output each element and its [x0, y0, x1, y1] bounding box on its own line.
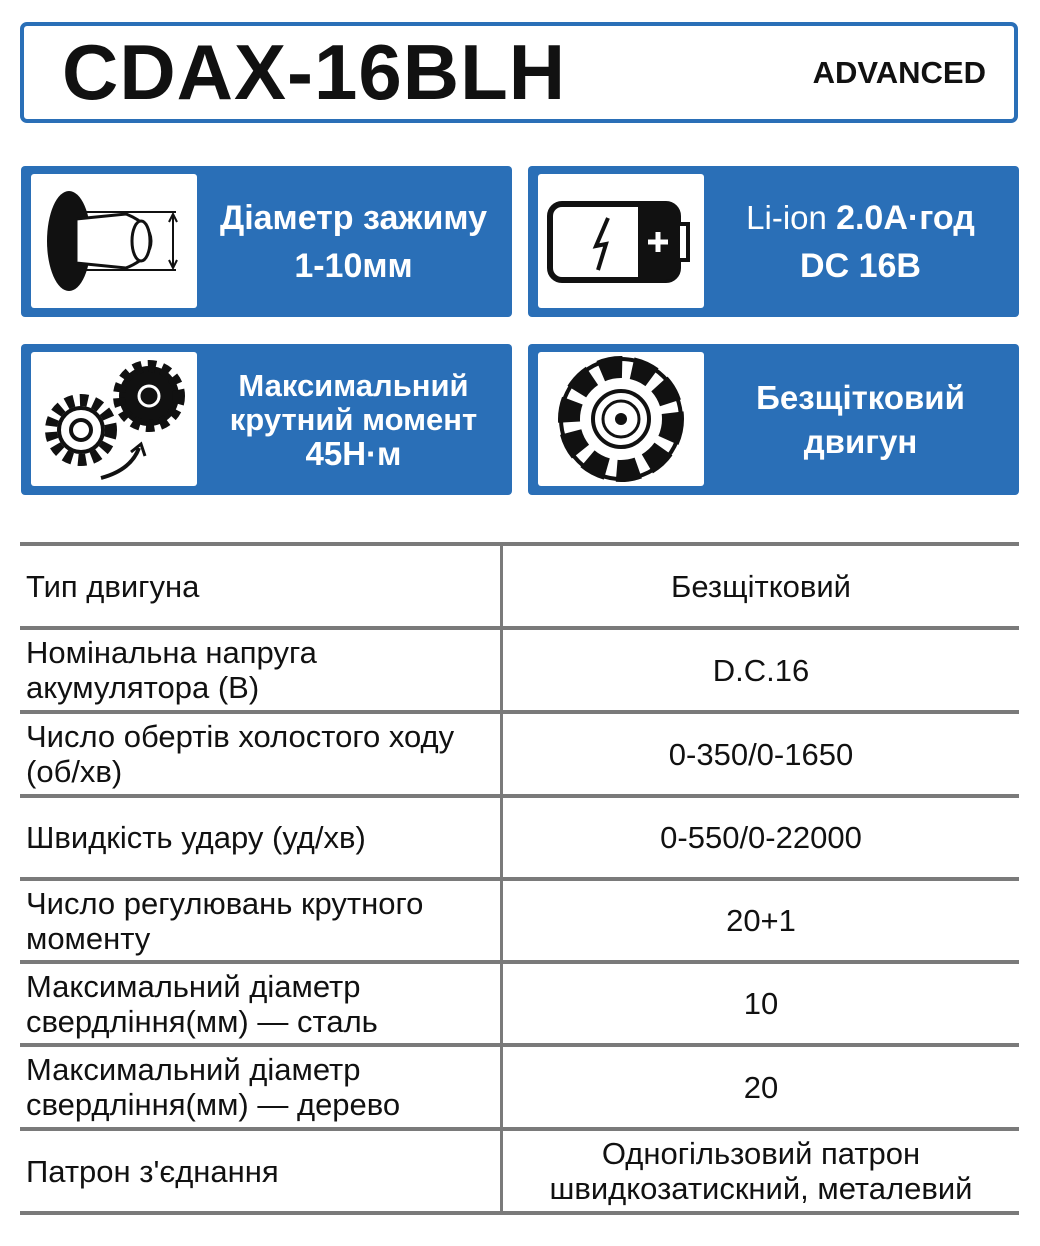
- spec-label: Швидкість удару (уд/хв): [20, 798, 503, 877]
- spec-label: Тип двигуна: [20, 546, 503, 626]
- spec-value: Безщітковий: [671, 568, 851, 604]
- battery-capacity: 2.0А·год: [836, 198, 975, 237]
- feature-motor: [528, 344, 1019, 495]
- series-label: ADVANCED: [812, 55, 986, 90]
- spec-label: Патрон з'єднання: [20, 1131, 503, 1211]
- table-row: [20, 1043, 1019, 1127]
- table-row: [20, 542, 1019, 626]
- feature-torque: [21, 344, 512, 495]
- feature-title: Діаметр зажиму: [219, 198, 488, 237]
- feature-chuck: [21, 166, 512, 317]
- chuck-icon: [31, 174, 197, 308]
- spec-label: Число обертів холостого ходу (об/хв): [20, 714, 503, 794]
- feature-battery: [528, 166, 1019, 317]
- spec-value: 10: [743, 986, 779, 1021]
- table-row: [20, 960, 1019, 1043]
- gears-icon: [31, 352, 197, 486]
- spec-value: 0-350/0-1650: [668, 736, 854, 772]
- battery-icon: [538, 174, 704, 308]
- feature-title-2: крутний момент: [229, 401, 478, 437]
- table-row: [20, 877, 1019, 960]
- feature-value: 45Н·м: [305, 434, 402, 472]
- table-row: [20, 710, 1019, 794]
- table-row: [20, 794, 1019, 877]
- spec-value: Одногільзовий патрон швидкозатискний, металевий: [549, 1136, 973, 1206]
- model-name: CDAX-16BLH: [62, 28, 567, 116]
- table-row: [20, 626, 1019, 710]
- spec-label: Максимальний діаметр свердління(мм) — дерево: [20, 1047, 503, 1127]
- battery-type: Li-ion: [746, 198, 837, 236]
- table-row: [20, 1127, 1019, 1215]
- spec-value: 20+1: [726, 903, 796, 938]
- motor-icon: [538, 352, 704, 486]
- spec-value: 20: [743, 1069, 779, 1105]
- battery-voltage: DC 16В: [800, 246, 921, 285]
- spec-value: 0-550/0-22000: [660, 820, 862, 855]
- model-header: [20, 22, 1018, 123]
- feature-title-2: двигун: [803, 422, 918, 460]
- spec-table: [20, 542, 1019, 1215]
- spec-label: Число регулювань крутного моменту: [20, 881, 503, 960]
- spec-value: D.C.16: [712, 652, 810, 688]
- feature-title: Безщітковий: [756, 378, 965, 416]
- spec-label: Максимальний діаметр свердління(мм) — сталь: [20, 964, 503, 1043]
- feature-value: 1-10мм: [294, 246, 413, 285]
- feature-title: Максимальний: [238, 367, 469, 403]
- spec-label: Номінальна напруга акумулятора (В): [20, 630, 503, 710]
